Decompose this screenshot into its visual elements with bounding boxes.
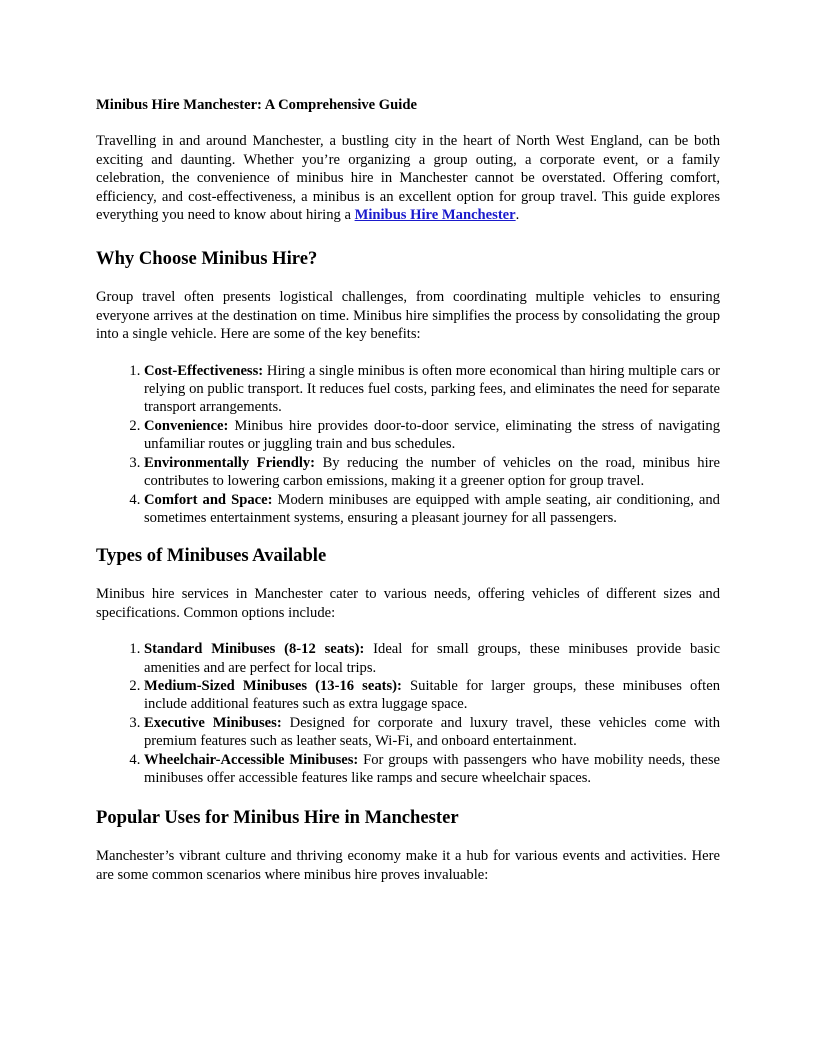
minibus-hire-manchester-link[interactable]: Minibus Hire Manchester <box>354 207 516 224</box>
list-item <box>144 640 720 677</box>
section-heading-types: Types of Minibuses Available <box>96 545 327 567</box>
list-item <box>144 751 720 788</box>
list-item-text: By reducing the number of vehicles on the road, minibus hire contributes to lowering carbon emissions, making it a greener option for group travel. <box>144 454 720 490</box>
list-item-text: Hiring a single minibus is often more economical than hiring multiple cars or relying on public transport. It reduces fuel costs, parking fees, and eliminates the need for separate transport arrangements. <box>144 362 720 416</box>
list-item <box>144 454 720 491</box>
document-page <box>96 96 720 884</box>
intro-text: Travelling in and around Manchester, a bustling city in the heart of North West England, can be both exciting and daunting. Whether you’re organizing a group outing, a corporate event, or a family celebration, the convenience of minibus hire in Manchester cannot be overstated. Offering comfort, efficiency, and cost-effectiveness, a minibus is an excellent option for group travel. This guide explores everything you need to know about hiring a <box>96 133 720 224</box>
list-item-term: Wheelchair-Accessible Minibuses: <box>144 751 359 768</box>
list-item <box>144 491 720 528</box>
intro-paragraph <box>96 132 720 224</box>
list-item <box>144 714 720 751</box>
list-item-term: Environmentally Friendly: <box>144 454 316 471</box>
types-paragraph: Minibus hire services in Manchester cater to various needs, offering vehicles of different sizes and specifications. Common options include: <box>96 586 720 621</box>
list-item-text: Modern minibuses are equipped with ample seating, air conditioning, and sometimes entertainment systems, ensuring a pleasant journey for all passengers. <box>144 491 720 526</box>
popular-paragraph: Manchester’s vibrant culture and thriving economy make it a hub for various events and activities. Here are some common scenarios where minibus hire proves invaluable: <box>96 848 720 883</box>
list-item-term: Medium-Sized Minibuses (13-16 seats): <box>144 677 402 694</box>
list-item-text: Suitable for larger groups, these minibuses often include additional features such as extra luggage space. <box>144 677 720 713</box>
list-item-text: For groups with passengers who have mobility needs, these minibuses offer accessible features like ramps and secure wheelchair spaces. <box>144 751 720 786</box>
list-item-term: Convenience: <box>144 417 229 434</box>
minibus-types-list <box>96 640 720 787</box>
document-title: Minibus Hire Manchester: A Comprehensive Guide <box>96 97 417 113</box>
section-heading-popular: Popular Uses for Minibus Hire in Manchester <box>96 807 459 829</box>
benefits-list <box>96 362 720 528</box>
list-item-term: Comfort and Space: <box>144 491 273 508</box>
list-item-text: Designed for corporate and luxury travel, these vehicles come with premium features such as leather seats, Wi-Fi, and onboard entertainment. <box>144 714 720 750</box>
why-paragraph: Group travel often presents logistical challenges, from coordinating multiple vehicles to ensuring everyone arrives at the destination on time. Minibus hire simplifies the process by consolidating the group into a single vehicle. Here are some of the key benefits: <box>96 289 720 343</box>
list-item-text: Minibus hire provides door-to-door service, eliminating the stress of navigating unfamiliar routes or juggling train and bus schedules. <box>144 417 720 453</box>
section-heading-why: Why Choose Minibus Hire? <box>96 248 318 270</box>
list-item-term: Cost-Effectiveness: <box>144 362 264 379</box>
intro-after-link: . <box>515 207 520 224</box>
list-item-text: Ideal for small groups, these minibuses provide basic amenities and are perfect for local trips. <box>144 641 720 676</box>
list-item-term: Standard Minibuses (8-12 seats): <box>144 641 365 658</box>
list-item <box>144 417 720 454</box>
list-item-term: Executive Minibuses: <box>144 714 282 731</box>
list-item <box>144 677 720 714</box>
list-item <box>144 362 720 417</box>
